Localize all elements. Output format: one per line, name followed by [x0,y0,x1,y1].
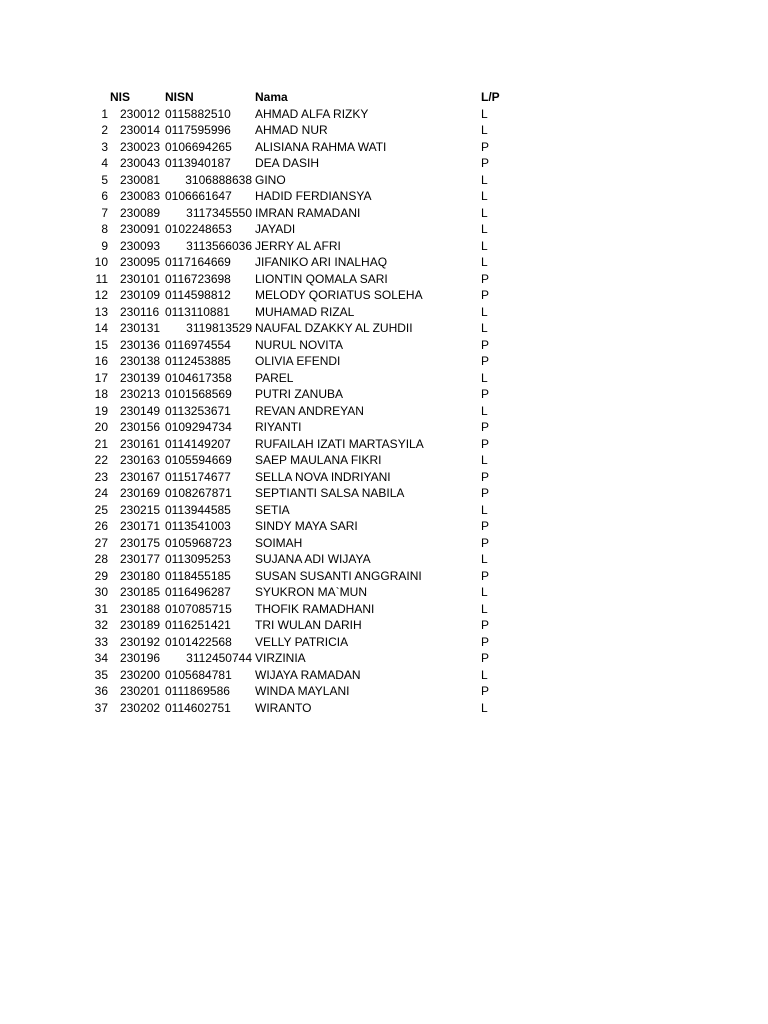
nis-cell: 230192 [120,634,161,649]
lp-cell: L [481,172,488,187]
table-row [0,518,768,535]
nama-cell: SINDY MAYA SARI [255,519,358,533]
nisn-cell: 0115174677 [165,469,231,484]
nama-cell: AHMAD ALFA RIZKY [255,106,369,121]
nama-cell: TRI WULAN DARIH [255,618,362,632]
nis-cell: 230131 [120,321,161,335]
nisn-cell: 3117345550 [186,205,252,220]
lp-cell: P [481,156,490,170]
nis-cell: 230201 [120,684,161,698]
nama-cell: DEA DASIH [255,156,320,170]
row-number: 7 [101,205,108,220]
nama-cell: OLIVIA EFENDI [255,354,341,368]
nisn-cell: 0115882510 [165,106,231,121]
table-row [0,122,768,139]
nama-cell: SYUKRON MA`MUN [255,585,368,599]
row-number: 20 [94,420,108,434]
nisn-cell: 0113541003 [165,519,231,533]
nisn-cell: 0101422568 [165,634,232,649]
row-number: 5 [101,172,108,187]
table-row [0,650,768,667]
lp-cell: L [481,321,488,335]
nis-cell: 230101 [120,271,161,286]
table-row [0,452,768,469]
nama-cell: HADID FERDIANSYA [255,189,372,203]
nisn-cell: 0101568569 [165,387,232,401]
table-body [0,106,768,717]
nama-cell: NURUL NOVITA [255,337,344,352]
lp-cell: P [481,139,490,154]
nisn-cell: 0105968723 [165,535,232,550]
table-row [0,320,768,337]
lp-cell: L [481,222,488,236]
table-row [0,568,768,585]
nis-cell: 230139 [120,370,161,385]
table-row [0,469,768,486]
row-number: 1 [101,106,108,121]
nis-cell: 230093 [120,238,161,253]
nama-cell: PUTRI ZANUBA [255,387,344,401]
row-number: 19 [94,403,108,418]
nis-cell: 230014 [120,123,161,137]
lp-cell: L [481,189,488,203]
nis-cell: 230081 [120,172,161,187]
table-row [0,634,768,651]
table-row [0,353,768,370]
nisn-cell: 3106888638 [185,172,252,187]
nama-cell: WIJAYA RAMADAN [255,667,361,682]
row-number: 26 [94,519,108,533]
nisn-cell: 0106661647 [165,189,232,203]
nis-cell: 230161 [120,436,161,451]
lp-cell: L [481,304,488,319]
nis-cell: 230188 [120,601,161,616]
row-number: 10 [94,255,108,269]
nama-cell: GINO [255,172,286,187]
lp-cell: P [481,288,490,302]
nis-cell: 230138 [120,354,161,368]
lp-cell: P [481,568,490,583]
nisn-cell: 0107085715 [165,601,232,616]
row-number: 11 [95,271,108,286]
nis-cell: 230200 [120,667,161,682]
nis-cell: 230163 [120,453,161,467]
nama-cell: SUSAN SUSANTI ANGGRAINI [255,568,422,583]
lp-cell: L [481,453,488,467]
nisn-cell: 0113944585 [165,502,231,517]
nis-cell: 230083 [120,189,161,203]
nama-cell: MELODY QORIATUS SOLEHA [255,288,423,302]
table-row [0,551,768,568]
header-nis: NIS [110,90,131,104]
nis-cell: 230089 [120,205,161,220]
nisn-cell: 0114598812 [165,288,231,302]
nis-cell: 230189 [120,618,161,632]
header-nisn: NISN [165,90,194,104]
lp-cell: P [481,387,490,401]
row-number: 21 [94,436,108,451]
table-row [0,106,768,123]
nisn-cell: 0116251421 [165,618,231,632]
row-number: 18 [94,387,108,401]
row-number: 28 [94,552,108,566]
row-number: 36 [94,684,108,698]
lp-cell: L [481,238,488,253]
nisn-cell: 3113566036 [186,238,252,253]
nis-cell: 230156 [120,420,161,434]
lp-cell: L [481,700,488,715]
nisn-cell: 0104617358 [165,370,232,385]
nama-cell: THOFIK RAMADHANI [255,601,375,616]
table-row [0,535,768,552]
row-number: 16 [94,354,108,368]
nama-cell: WINDA MAYLANI [255,684,350,698]
row-number: 6 [101,189,108,203]
nama-cell: WIRANTO [255,700,312,715]
nisn-cell: 0112453885 [165,354,231,368]
lp-cell: P [481,651,490,665]
table-row [0,287,768,304]
nama-cell: ALISIANA RAHMA WATI [255,139,387,154]
table-row [0,337,768,354]
row-number: 4 [101,156,108,170]
row-number: 24 [94,486,108,500]
table-row [0,436,768,453]
nama-cell: SETIA [255,502,290,517]
nisn-cell: 0117595996 [165,123,231,137]
table-row [0,139,768,156]
nama-cell: SUJANA ADI WIJAYA [255,552,371,566]
table-row [0,617,768,634]
row-number: 12 [94,288,108,302]
lp-cell: L [481,585,488,599]
lp-cell: L [481,123,488,137]
nama-cell: RUFAILAH IZATI MARTASYILA [255,436,424,451]
lp-cell: P [481,535,490,550]
nisn-cell: 0113095253 [165,552,231,566]
lp-cell: P [481,634,490,649]
header-lp: L/P [481,90,500,104]
table-row [0,188,768,205]
lp-cell: L [481,667,488,682]
row-number: 8 [101,222,108,236]
nisn-cell: 0113253671 [165,403,231,418]
nis-cell: 230012 [120,106,161,121]
table-row [0,601,768,618]
lp-cell: P [481,420,490,434]
nisn-cell: 0116974554 [165,337,231,352]
nama-cell: JERRY AL AFRI [255,238,341,253]
nama-cell: SAEP MAULANA FIKRI [255,453,382,467]
nis-cell: 230185 [120,585,161,599]
nis-cell: 230202 [120,700,161,715]
table-row [0,172,768,189]
nisn-cell: 0117164669 [165,255,231,269]
row-number: 33 [94,634,108,649]
row-number: 17 [94,370,108,385]
nama-cell: VELLY PATRICIA [255,634,349,649]
nis-cell: 230043 [120,156,161,170]
nis-cell: 230177 [120,552,161,566]
lp-cell: L [481,370,488,385]
lp-cell: L [481,601,488,616]
nis-cell: 230136 [120,337,161,352]
nisn-cell: 0109294734 [165,420,232,434]
table-row [0,304,768,321]
nis-cell: 230149 [120,403,161,418]
table-header-row [0,89,768,106]
row-number: 9 [101,238,108,253]
row-number: 25 [94,502,108,517]
nisn-cell: 0105684781 [165,667,232,682]
row-number: 35 [94,667,108,682]
lp-cell: L [481,403,488,418]
table-row [0,254,768,271]
nisn-cell: 3119813529 [186,321,252,335]
row-number: 30 [94,585,108,599]
lp-cell: L [481,106,488,121]
nis-cell: 230175 [120,535,161,550]
nama-cell: IMRAN RAMADANI [255,205,361,220]
lp-cell: P [481,684,490,698]
table-row [0,221,768,238]
row-number: 32 [94,618,108,632]
nama-cell: REVAN ANDREYAN [255,403,364,418]
nama-cell: MUHAMAD RIZAL [255,304,355,319]
lp-cell: P [481,469,490,484]
nis-cell: 230023 [120,139,161,154]
nama-cell: PAREL [255,370,294,385]
table-row [0,667,768,684]
nis-cell: 230109 [120,288,161,302]
nama-cell: VIRZINIA [255,651,306,665]
table-row [0,584,768,601]
nama-cell: RIYANTI [255,420,302,434]
header-nama: Nama [255,90,288,104]
nis-cell: 230167 [120,469,161,484]
lp-cell: P [481,618,490,632]
nis-cell: 230116 [120,304,160,319]
row-number: 37 [94,700,108,715]
nisn-cell: 0105594669 [165,453,232,467]
row-number: 31 [94,601,108,616]
lp-cell: P [481,436,490,451]
row-number: 22 [94,453,108,467]
lp-cell: P [481,354,490,368]
lp-cell: P [481,337,490,352]
nisn-cell: 0116496287 [165,585,231,599]
nama-cell: AHMAD NUR [255,123,328,137]
row-number: 34 [94,651,108,665]
nama-cell: SELLA NOVA INDRIYANI [255,469,391,484]
table-row [0,485,768,502]
nis-cell: 230169 [120,486,161,500]
nisn-cell: 0102248653 [165,222,232,236]
nama-cell: NAUFAL DZAKKY AL ZUHDII [255,321,413,335]
nama-cell: SEPTIANTI SALSA NABILA [255,486,405,500]
row-number: 3 [101,139,108,154]
table-row [0,155,768,172]
table-row [0,271,768,288]
lp-cell: L [481,502,488,517]
row-number: 2 [101,123,108,137]
table-row [0,370,768,387]
nis-cell: 230171 [120,519,161,533]
table-row [0,502,768,519]
nisn-cell: 0111869586 [165,684,230,698]
nama-cell: JAYADI [255,222,296,236]
lp-cell: P [481,486,490,500]
table-row [0,205,768,222]
nisn-cell: 0118455185 [165,568,231,583]
lp-cell: L [481,255,488,269]
row-number: 13 [94,304,108,319]
table-row [0,238,768,255]
row-number: 23 [94,469,108,484]
row-number: 27 [94,535,108,550]
lp-cell: L [481,552,488,566]
nisn-cell: 0114602751 [165,700,231,715]
table-row [0,403,768,420]
nis-cell: 230215 [120,502,161,517]
nis-cell: 230095 [120,255,161,269]
table-row [0,700,768,717]
nisn-cell: 0108267871 [165,486,232,500]
nis-cell: 230091 [120,222,161,236]
nis-cell: 230196 [120,651,161,665]
table-row [0,683,768,700]
nisn-cell: 3112450744 [186,651,252,665]
row-number: 14 [94,321,108,335]
nama-cell: LIONTIN QOMALA SARI [255,271,388,286]
nisn-cell: 0113940187 [165,156,231,170]
table-row [0,419,768,436]
lp-cell: P [481,519,490,533]
table-row [0,386,768,403]
nisn-cell: 0113110881 [165,304,230,319]
nama-cell: SOIMAH [255,535,303,550]
nis-cell: 230213 [120,387,161,401]
lp-cell: L [481,205,488,220]
nisn-cell: 0114149207 [165,436,231,451]
nisn-cell: 0106694265 [165,139,232,154]
row-number: 29 [94,568,108,583]
student-table [0,89,768,716]
row-number: 15 [94,337,108,352]
lp-cell: P [481,271,490,286]
nis-cell: 230180 [120,568,161,583]
nama-cell: JIFANIKO ARI INALHAQ [255,255,388,269]
nisn-cell: 0116723698 [165,271,231,286]
